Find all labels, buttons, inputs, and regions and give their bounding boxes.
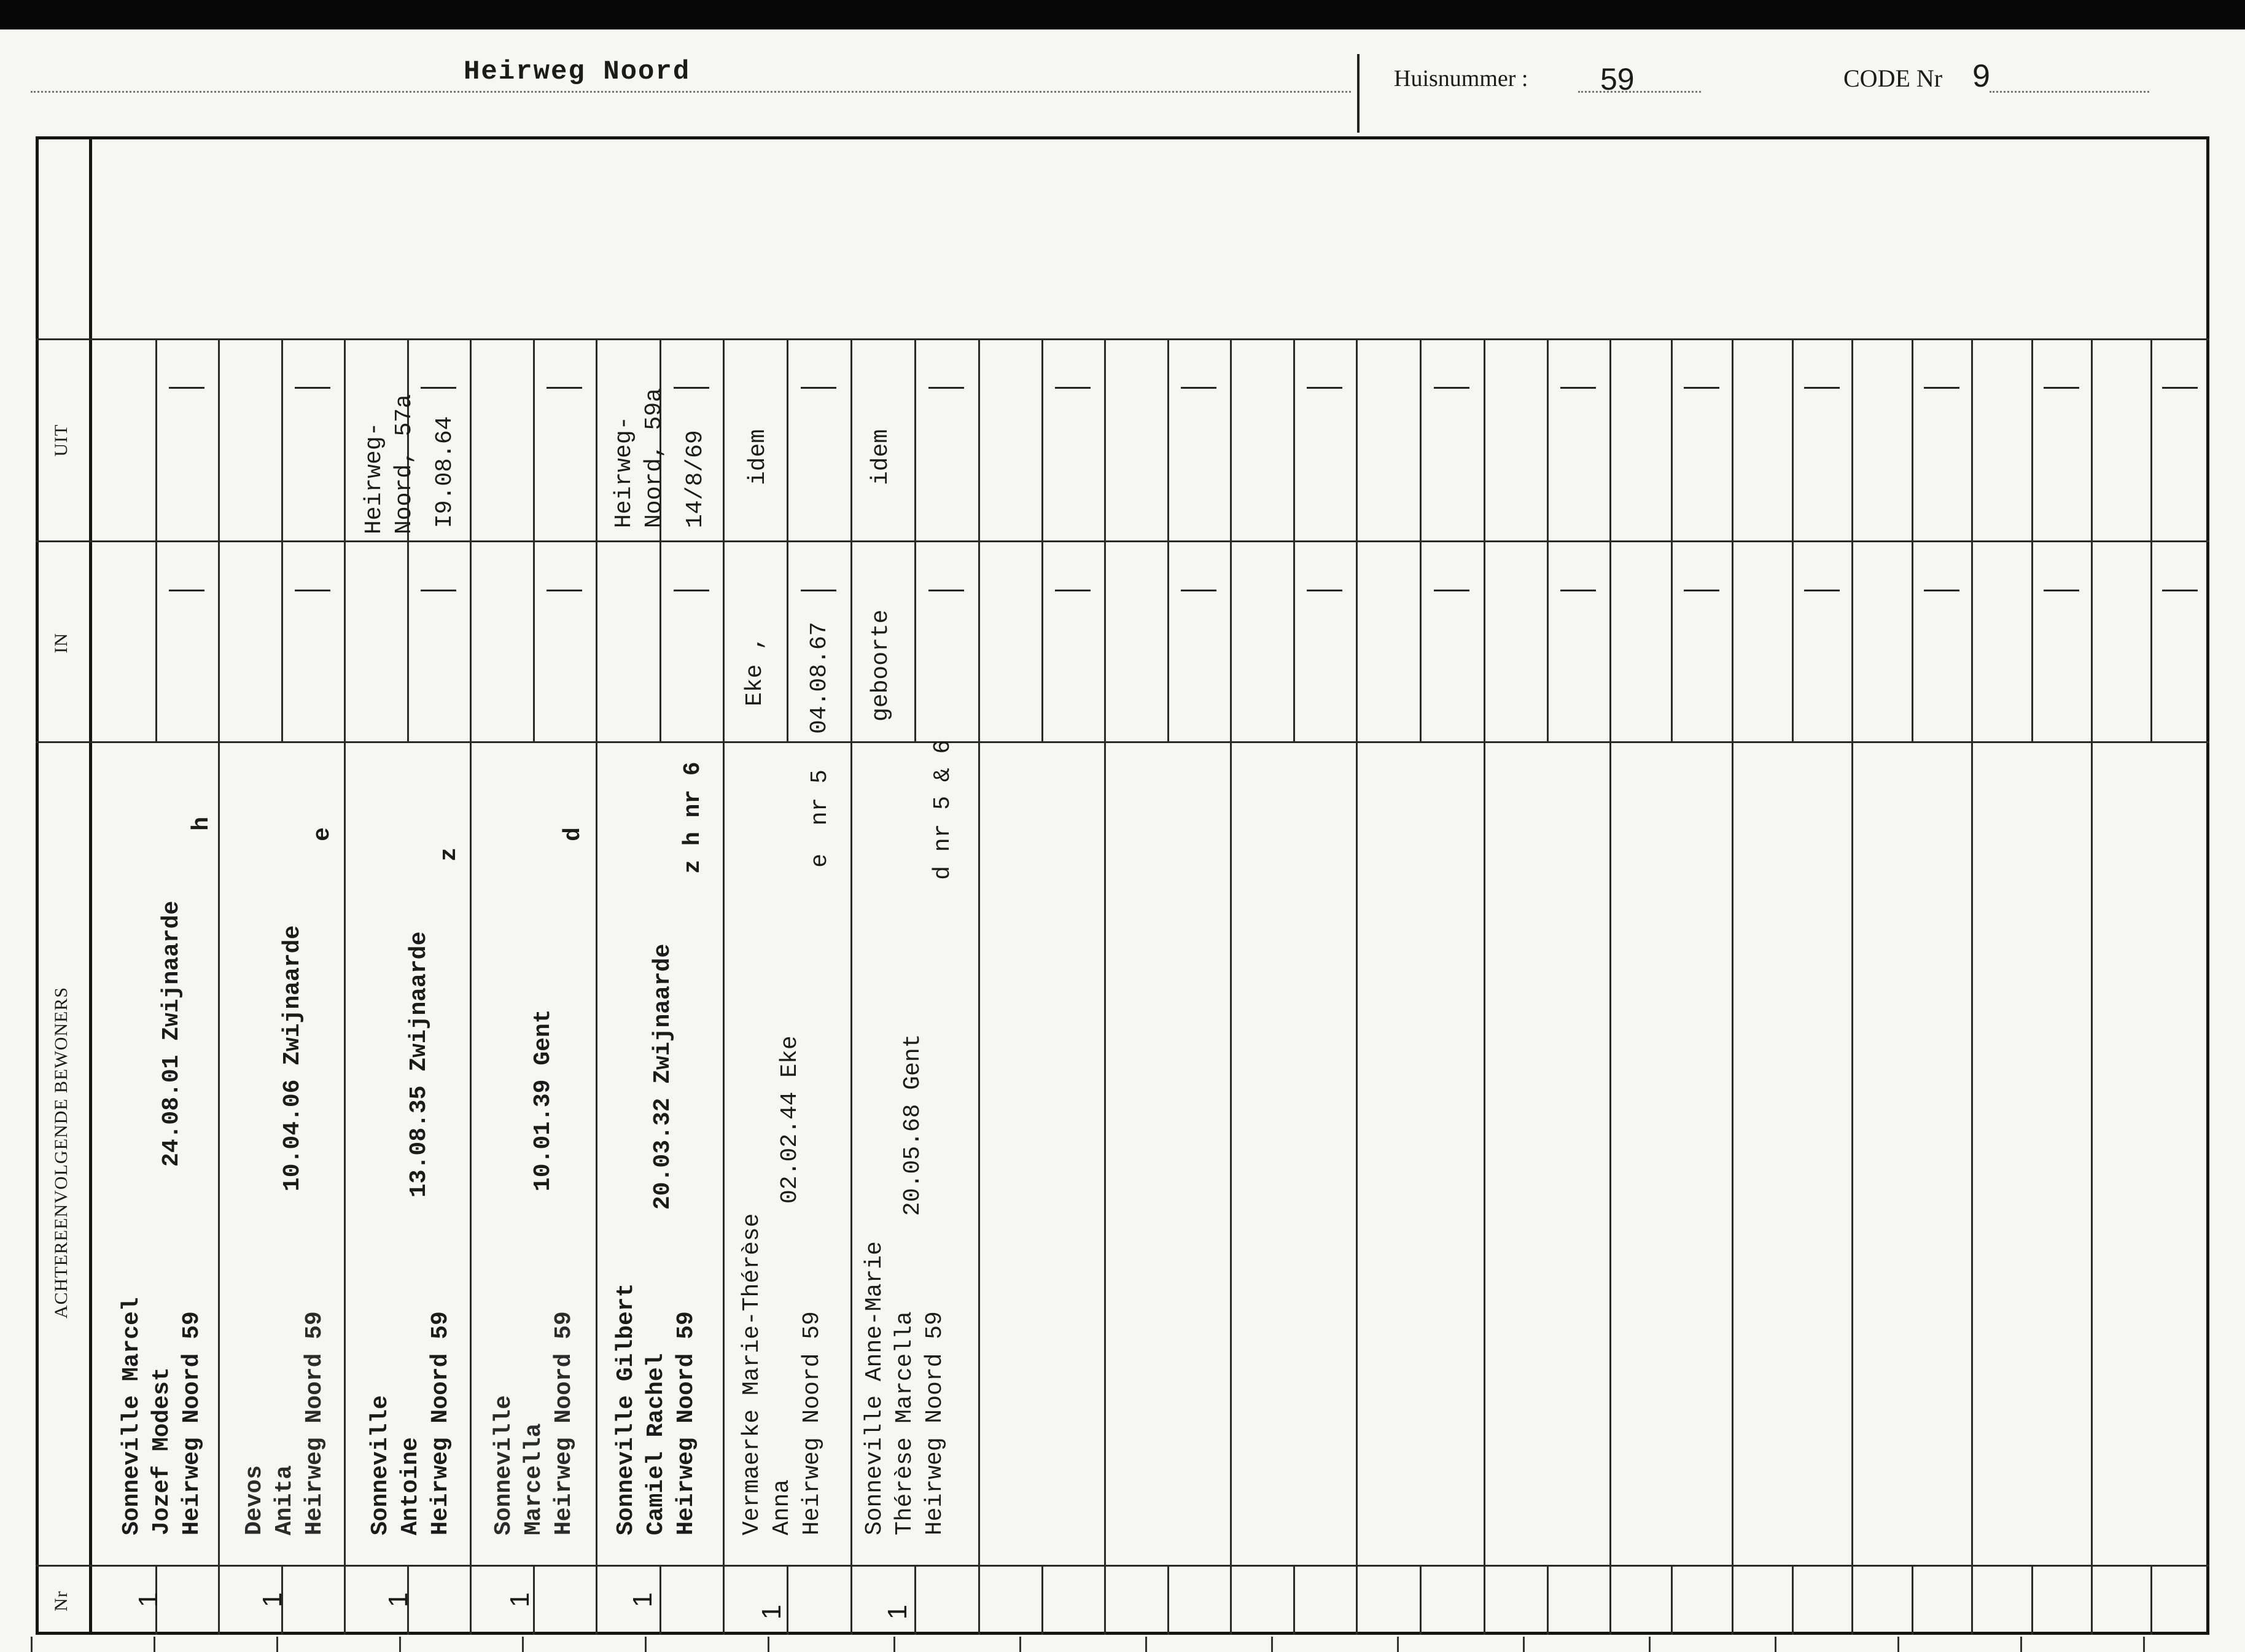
resident-name: Sonneville Gilbert Camiel Rachel Heirweg Noord 59 — [613, 1283, 699, 1535]
in-place: geboorte — [868, 609, 894, 722]
subcolumn-divider — [1167, 338, 1169, 741]
subcolumn-divider — [1547, 338, 1549, 741]
empty-cell-dash — [1307, 590, 1342, 591]
edge-tick — [1145, 1637, 1147, 1652]
column-divider — [344, 338, 346, 1635]
column-divider — [1971, 338, 1973, 1635]
column-divider — [2091, 338, 2093, 1635]
uit-date: I9.08.64 — [432, 416, 458, 528]
code-dotted-line — [1990, 91, 2149, 93]
birth-date-place: 24.08.01 Zwijnaarde h — [158, 816, 215, 1167]
column-divider — [1356, 338, 1358, 1635]
in-place: Eke , — [742, 636, 768, 706]
edge-tick — [1523, 1637, 1525, 1652]
residents-top-line — [36, 741, 2209, 743]
empty-cell-dash — [1181, 590, 1216, 591]
uit-section-label: UIT — [51, 424, 71, 457]
entry-number: 1 — [628, 1592, 658, 1608]
empty-cell-dash — [1924, 387, 1959, 389]
resident-name: Sonneville Marcel Jozef Modest Heirweg Noord 59 — [119, 1297, 205, 1535]
empty-cell-dash — [1560, 590, 1596, 591]
label-column-divider — [89, 136, 92, 1635]
subcolumn-divider — [1547, 1565, 1549, 1635]
resident-name: Devos Anita Heirweg Noord 59 — [241, 1311, 328, 1535]
empty-cell-dash — [1804, 387, 1840, 389]
birth-date-place: 20.05.68 Gent d nr 5 & 6 — [900, 739, 956, 1216]
column-divider — [723, 338, 725, 1635]
subcolumn-divider — [281, 338, 283, 741]
subcolumn-divider — [1671, 1565, 1673, 1635]
uit-place: Heirweg- Noord, 57a — [361, 394, 418, 534]
edge-tick — [522, 1637, 524, 1652]
empty-cell-dash — [1055, 387, 1091, 389]
subcolumn-divider — [1167, 1565, 1169, 1635]
empty-cell-dash — [1684, 387, 1719, 389]
subcolumn-divider — [155, 338, 157, 741]
column-divider — [1104, 338, 1106, 1635]
empty-cell-dash — [928, 387, 964, 389]
scan-top-band — [0, 0, 2245, 29]
empty-cell-dash — [169, 590, 204, 591]
edge-tick — [154, 1637, 155, 1652]
subcolumn-divider — [1792, 338, 1794, 741]
empty-cell-dash — [801, 387, 836, 389]
birth-date-place: 02.02.44 Eke e nr 5 — [777, 770, 833, 1204]
empty-cell-dash — [2044, 387, 2079, 389]
column-divider — [1851, 338, 1853, 1635]
empty-cell-dash — [547, 387, 582, 389]
subcolumn-divider — [659, 1565, 661, 1635]
code-value: 9 — [1972, 58, 1990, 94]
house-number-dotted-line — [1578, 91, 1701, 93]
column-divider — [1484, 338, 1485, 1635]
column-divider — [218, 338, 220, 1635]
entry-number: 1 — [383, 1592, 414, 1608]
nr-section-label: Nr — [51, 1591, 71, 1611]
subcolumn-divider — [1041, 1565, 1043, 1635]
column-divider — [596, 338, 597, 1635]
column-divider — [470, 338, 472, 1635]
empty-cell-dash — [2044, 590, 2079, 591]
empty-cell-dash — [2162, 387, 2198, 389]
house-number-value: 59 — [1600, 62, 1635, 96]
subcolumn-divider — [1671, 338, 1673, 741]
edge-tick — [1897, 1637, 1899, 1652]
nr-top-line — [36, 1565, 2209, 1567]
uit-date: 14/8/69 — [682, 430, 709, 528]
bottom-edge-ticks — [31, 1637, 2245, 1652]
empty-cell-dash — [421, 590, 456, 591]
column-divider — [850, 338, 852, 1635]
resident-name: Sonneville Anne-Marie Thérèse Marcella Heirweg Noord 59 — [862, 1241, 948, 1535]
birth-date-place: 10.01.39 Gent d — [530, 827, 586, 1191]
subcolumn-divider — [2150, 338, 2152, 741]
subcolumn-divider — [787, 1565, 788, 1635]
subcolumn-divider — [533, 338, 535, 741]
edge-tick — [1649, 1637, 1651, 1652]
column-divider — [1609, 338, 1611, 1635]
empty-cell-dash — [801, 590, 836, 591]
subcolumn-divider — [2150, 1565, 2152, 1635]
edge-tick — [893, 1637, 895, 1652]
subcolumn-divider — [914, 338, 916, 741]
subcolumn-divider — [1420, 1565, 1422, 1635]
street-name: Heirweg Noord — [464, 56, 691, 87]
in-date: 04.08.67 — [806, 621, 833, 734]
edge-tick — [1271, 1637, 1273, 1652]
empty-cell-dash — [421, 387, 456, 389]
edge-tick — [1397, 1637, 1399, 1652]
uit-place: idem — [745, 429, 771, 485]
column-divider — [1230, 338, 1232, 1635]
edge-tick — [2143, 1637, 2145, 1652]
subcolumn-divider — [1420, 338, 1422, 741]
edge-tick — [768, 1637, 769, 1652]
code-label: CODE Nr — [1843, 64, 1943, 92]
empty-cell-dash — [1434, 590, 1469, 591]
empty-cell-dash — [928, 590, 964, 591]
birth-date-place: 20.03.32 Zwijnaarde z h nr 6 — [650, 762, 706, 1210]
resident-name: Sonneville Marcella Heirweg Noord 59 — [491, 1311, 577, 1535]
subcolumn-divider — [2031, 1565, 2033, 1635]
empty-cell-dash — [1055, 590, 1091, 591]
edge-tick — [645, 1637, 647, 1652]
edge-tick — [31, 1637, 33, 1652]
resident-name: Sonneville Antoine Heirweg Noord 59 — [367, 1311, 454, 1535]
empty-cell-dash — [2162, 590, 2198, 591]
entry-number: 1 — [257, 1592, 288, 1608]
uit-place: Heirweg- Noord, 59a — [611, 388, 667, 528]
uit-top-line — [36, 338, 2209, 340]
subcolumn-divider — [1293, 338, 1295, 741]
residents-section-label: ACHTEREENVOLGENDE BEWONERS — [51, 986, 71, 1319]
subcolumn-divider — [1912, 338, 1913, 741]
in-top-line — [36, 540, 2209, 542]
empty-cell-dash — [547, 590, 582, 591]
register-table — [36, 136, 2209, 1635]
edge-tick — [1775, 1637, 1776, 1652]
empty-cell-dash — [1434, 387, 1469, 389]
resident-name: Vermaerke Marie-Thérèse Anna Heirweg Noord 59 — [739, 1213, 825, 1535]
entry-number: 1 — [757, 1604, 787, 1620]
edge-tick — [2020, 1637, 2022, 1652]
empty-cell-dash — [674, 590, 709, 591]
empty-cell-dash — [1924, 590, 1959, 591]
entry-number: 1 — [505, 1592, 535, 1608]
entry-number: 1 — [882, 1604, 913, 1620]
subcolumn-divider — [2031, 338, 2033, 741]
empty-cell-dash — [1560, 387, 1596, 389]
street-dotted-line — [31, 91, 1351, 93]
uit-place: idem — [868, 429, 894, 485]
empty-cell-dash — [674, 387, 709, 389]
subcolumn-divider — [1792, 1565, 1794, 1635]
subcolumn-divider — [787, 338, 788, 741]
edge-tick — [276, 1637, 278, 1652]
edge-tick — [399, 1637, 401, 1652]
empty-cell-dash — [1181, 387, 1216, 389]
column-divider — [978, 338, 980, 1635]
subcolumn-divider — [1912, 1565, 1913, 1635]
header-separator — [1357, 54, 1360, 133]
empty-cell-dash — [295, 590, 330, 591]
in-section-label: IN — [51, 633, 71, 653]
empty-cell-dash — [295, 387, 330, 389]
empty-cell-dash — [1684, 590, 1719, 591]
column-divider — [1732, 338, 1733, 1635]
entry-number: 1 — [133, 1592, 164, 1608]
house-number-label: Huisnummer : — [1394, 66, 1528, 92]
subcolumn-divider — [1293, 1565, 1295, 1635]
subcolumn-divider — [1041, 338, 1043, 741]
birth-date-place: 13.08.35 Zwijnaarde z — [406, 847, 462, 1198]
subcolumn-divider — [914, 1565, 916, 1635]
edge-tick — [1019, 1637, 1021, 1652]
empty-cell-dash — [1804, 590, 1840, 591]
birth-date-place: 10.04.06 Zwijnaarde e — [279, 827, 336, 1191]
empty-cell-dash — [1307, 387, 1342, 389]
empty-cell-dash — [169, 387, 204, 389]
